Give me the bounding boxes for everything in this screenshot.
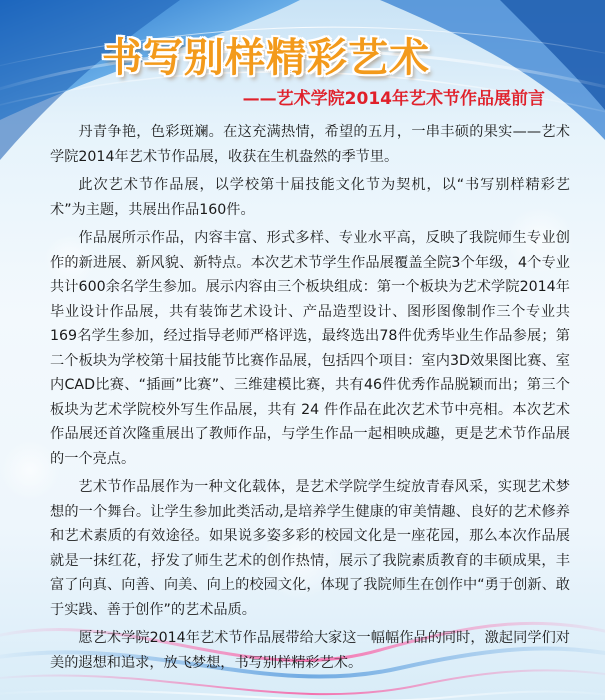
paragraph: 艺术节作品展作为一种文化载体，是艺术学院学生绽放青春风采，实现艺术梦想的一个舞台。让学生参加此类活动,是培养学生健康的审美情趣、良好的艺术修养和艺术素质的有效途径。如果说多姿多彩的校园文化是一座花园，那么本次作品展就是一抹红花，抒发了师生艺术的创作热情，展示了我院素质教育的丰硕成果，丰富了向真、向善、向美、向上的校园文化，体现了我院师生在创作中“勇于创新、敢于实践、善于创作”的艺术品质。 xyxy=(50,479,570,618)
paragraph: 愿艺术学院2014年艺术节作品展带给大家这一幅幅作品的同时，激起同学们对美的遐想和追求，放飞梦想，书写别样精彩艺术。 xyxy=(50,630,570,671)
paragraph: 丹青争艳，色彩斑斓。在这充满热情，希望的五月，一串丰硕的果实——艺术学院2014年艺术节作品展，收获在生机盎然的季节里。 xyxy=(50,124,570,165)
paragraph: 此次艺术节作品展，以学校第十届技能文化节为契机，以“书写别样精彩艺术”为主题，共展出作品160件。 xyxy=(50,177,570,218)
paragraph: 作品展所示作品，内容丰富、形式多样、专业水平高，反映了我院师生专业创作的新进展、新风貌、新特点。本次艺术节学生作品展覆盖全院3个年级，4个专业共计600余名学生参加。展示内容由三个板块组成：第一个板块为艺术学院2014年毕业设计作品展，共有装饰艺术设计、产品造型设计、图形图像制作三个专业共169名学生参加，经过指导老师严格评选，最终选出78件优秀毕业生作品参展；第二个板块为学校第十届技能节比赛作品展，包括四个项目：室内3D效果图比赛、室内CAD比赛、“插画”比赛”、三维建模比赛，共有46件优秀作品脱颖而出；第三个板块为艺术学院校外写生作品展，共有 24 件作品在此次艺术节中亮相。本次艺术作品展还首次隆重展出了教师作品，与学生作品一起相映成趣，更是艺术节作品展的一个亮点。 xyxy=(50,230,570,467)
poster-title: 书写别样精彩艺术 xyxy=(102,35,430,81)
poster-subtitle: ——艺术学院2014年艺术节作品展前言 xyxy=(242,89,545,109)
preface-body xyxy=(50,120,570,679)
